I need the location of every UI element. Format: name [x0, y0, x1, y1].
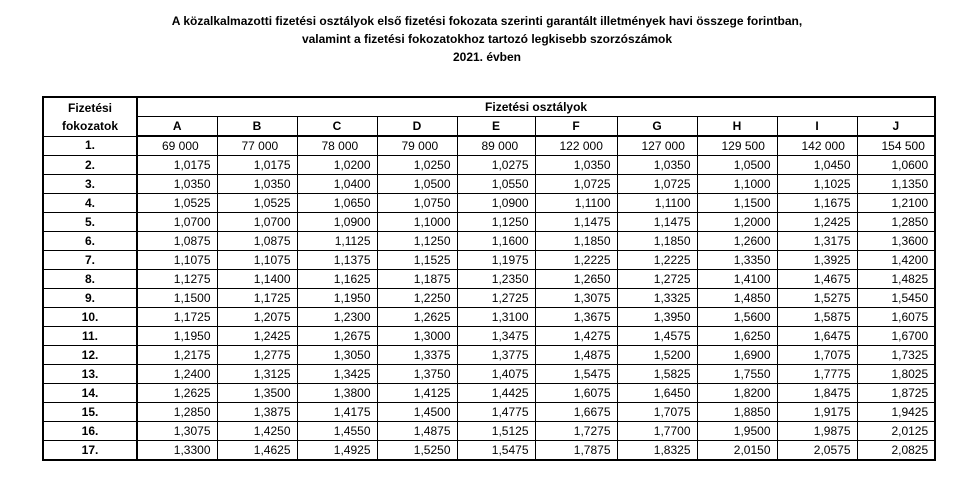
table-row: [43, 346, 935, 365]
value-cell: 1,4125: [377, 384, 457, 403]
value-cell: 1,1600: [457, 232, 535, 251]
value-cell: 1,0350: [617, 156, 697, 175]
value-cell: 2,0575: [777, 441, 857, 461]
table-row: [43, 136, 935, 156]
value-cell: 1,3950: [617, 308, 697, 327]
value-cell: 1,2850: [857, 213, 935, 232]
value-cell: 1,0875: [137, 232, 217, 251]
value-cell: 1,3075: [535, 289, 617, 308]
value-cell: 1,6075: [535, 384, 617, 403]
grade-header-line-2: fokozatok: [61, 118, 118, 133]
value-cell: 1,3675: [535, 308, 617, 327]
value-cell: 1,1000: [697, 175, 777, 194]
value-cell: 1,4850: [697, 289, 777, 308]
value-cell: 154 500: [857, 136, 935, 156]
value-cell: 1,1100: [535, 194, 617, 213]
value-cell: 1,6475: [777, 327, 857, 346]
value-cell: 1,3350: [697, 251, 777, 270]
value-cell: 1,1475: [535, 213, 617, 232]
grade-header-line-1: Fizetési: [67, 100, 112, 115]
grade-cell: 1.: [43, 136, 137, 156]
value-cell: 1,3600: [857, 232, 935, 251]
value-cell: 1,5600: [697, 308, 777, 327]
value-cell: 1,5125: [457, 422, 535, 441]
title-year: 2021. évben: [452, 50, 522, 64]
classes-header: Fizetési osztályok: [137, 97, 935, 117]
value-cell: 1,4175: [297, 403, 377, 422]
value-cell: 1,4075: [457, 365, 535, 384]
value-cell: 1,1675: [777, 194, 857, 213]
value-cell: 1,1850: [535, 232, 617, 251]
value-cell: 1,1850: [617, 232, 697, 251]
column-header-i: I: [777, 117, 857, 137]
value-cell: 1,2775: [217, 346, 297, 365]
value-cell: 1,2400: [137, 365, 217, 384]
value-cell: 1,0350: [137, 175, 217, 194]
value-cell: 1,2850: [137, 403, 217, 422]
column-header-e: E: [457, 117, 535, 137]
value-cell: 1,0500: [377, 175, 457, 194]
value-cell: 1,0700: [137, 213, 217, 232]
salary-table: [42, 96, 936, 461]
value-cell: 1,2425: [777, 213, 857, 232]
value-cell: 1,1100: [617, 194, 697, 213]
value-cell: 1,1075: [217, 251, 297, 270]
value-cell: 1,4250: [217, 422, 297, 441]
value-cell: 1,8475: [777, 384, 857, 403]
value-cell: 127 000: [617, 136, 697, 156]
value-cell: 1,8725: [857, 384, 935, 403]
value-cell: 1,7550: [697, 365, 777, 384]
value-cell: 1,3875: [217, 403, 297, 422]
value-cell: 1,0875: [217, 232, 297, 251]
value-cell: 1,5250: [377, 441, 457, 461]
value-cell: 1,2350: [457, 270, 535, 289]
value-cell: 78 000: [297, 136, 377, 156]
value-cell: 1,4875: [535, 346, 617, 365]
value-cell: 1,1500: [697, 194, 777, 213]
value-cell: 79 000: [377, 136, 457, 156]
value-cell: 1,1975: [457, 251, 535, 270]
table-row: [43, 422, 935, 441]
table-row: [43, 156, 935, 175]
value-cell: 1,2100: [857, 194, 935, 213]
grade-cell: 11.: [43, 327, 137, 346]
value-cell: 1,6450: [617, 384, 697, 403]
value-cell: 1,1625: [297, 270, 377, 289]
table-row: [43, 403, 935, 422]
value-cell: 1,3750: [377, 365, 457, 384]
value-cell: 122 000: [535, 136, 617, 156]
value-cell: 1,5475: [457, 441, 535, 461]
table-row: [43, 194, 935, 213]
value-cell: 1,3075: [137, 422, 217, 441]
value-cell: 1,0650: [297, 194, 377, 213]
value-cell: 1,4875: [377, 422, 457, 441]
value-cell: 1,0525: [137, 194, 217, 213]
value-cell: 1,3050: [297, 346, 377, 365]
value-cell: 1,2675: [297, 327, 377, 346]
value-cell: 1,0400: [297, 175, 377, 194]
value-cell: 1,2600: [697, 232, 777, 251]
value-cell: 1,1725: [137, 308, 217, 327]
value-cell: 1,8850: [697, 403, 777, 422]
value-cell: 1,7075: [777, 346, 857, 365]
value-cell: 1,6700: [857, 327, 935, 346]
value-cell: 1,0200: [297, 156, 377, 175]
value-cell: 1,7075: [617, 403, 697, 422]
value-cell: 1,1950: [137, 327, 217, 346]
value-cell: 1,7775: [777, 365, 857, 384]
value-cell: 1,3300: [137, 441, 217, 461]
value-cell: 1,6675: [535, 403, 617, 422]
value-cell: 1,0250: [377, 156, 457, 175]
value-cell: 1,5825: [617, 365, 697, 384]
table-body: [43, 136, 935, 460]
value-cell: 1,2225: [617, 251, 697, 270]
grade-cell: 3.: [43, 175, 137, 194]
value-cell: 1,3925: [777, 251, 857, 270]
value-cell: 1,5450: [857, 289, 935, 308]
value-cell: 1,7875: [535, 441, 617, 461]
grade-cell: 6.: [43, 232, 137, 251]
value-cell: 1,4625: [217, 441, 297, 461]
value-cell: 1,0900: [457, 194, 535, 213]
value-cell: 1,3000: [377, 327, 457, 346]
table-row: [43, 251, 935, 270]
column-header-a: A: [137, 117, 217, 137]
value-cell: 1,3425: [297, 365, 377, 384]
value-cell: 1,0525: [217, 194, 297, 213]
value-cell: 1,2175: [137, 346, 217, 365]
value-cell: 1,8200: [697, 384, 777, 403]
table-row: [43, 384, 935, 403]
value-cell: 1,1375: [297, 251, 377, 270]
value-cell: 1,4500: [377, 403, 457, 422]
value-cell: 1,0725: [535, 175, 617, 194]
value-cell: 1,1950: [297, 289, 377, 308]
grade-cell: 16.: [43, 422, 137, 441]
value-cell: 1,3325: [617, 289, 697, 308]
value-cell: 1,9875: [777, 422, 857, 441]
value-cell: 1,8325: [617, 441, 697, 461]
title-line-1: A közalkalmazotti fizetési osztályok első fizetési fokozata szerinti garantált illetmények havi összege forintban,: [171, 14, 803, 28]
value-cell: 1,4200: [857, 251, 935, 270]
grade-cell: 14.: [43, 384, 137, 403]
grade-cell: 2.: [43, 156, 137, 175]
value-cell: 1,1275: [137, 270, 217, 289]
value-cell: 1,7325: [857, 346, 935, 365]
value-cell: 1,5475: [535, 365, 617, 384]
value-cell: 1,3175: [777, 232, 857, 251]
value-cell: 1,2650: [535, 270, 617, 289]
title-line-2: valamint a fizetési fokozatokhoz tartozó legkisebb szorzószámok: [301, 32, 673, 46]
value-cell: 1,9500: [697, 422, 777, 441]
grade-cell: 13.: [43, 365, 137, 384]
value-cell: 1,4100: [697, 270, 777, 289]
value-cell: 1,0350: [217, 175, 297, 194]
value-cell: 1,6900: [697, 346, 777, 365]
value-cell: 1,0725: [617, 175, 697, 194]
table-row: [43, 365, 935, 384]
value-cell: 1,2625: [377, 308, 457, 327]
value-cell: 1,5275: [777, 289, 857, 308]
value-cell: 1,5200: [617, 346, 697, 365]
grade-cell: 15.: [43, 403, 137, 422]
value-cell: 1,4575: [617, 327, 697, 346]
table-row: [43, 441, 935, 461]
value-cell: 1,0550: [457, 175, 535, 194]
table-row: [43, 327, 935, 346]
table-row: [43, 213, 935, 232]
value-cell: 1,0750: [377, 194, 457, 213]
value-cell: 1,3100: [457, 308, 535, 327]
value-cell: 1,2625: [137, 384, 217, 403]
value-cell: 1,2725: [617, 270, 697, 289]
grade-cell: 4.: [43, 194, 137, 213]
column-header-h: H: [697, 117, 777, 137]
value-cell: 1,6075: [857, 308, 935, 327]
column-header-j: J: [857, 117, 935, 137]
value-cell: 1,0600: [857, 156, 935, 175]
value-cell: 129 500: [697, 136, 777, 156]
value-cell: 1,0175: [137, 156, 217, 175]
grade-cell: 17.: [43, 441, 137, 461]
value-cell: 1,1350: [857, 175, 935, 194]
value-cell: 1,2075: [217, 308, 297, 327]
value-cell: 1,8025: [857, 365, 935, 384]
value-cell: 1,1250: [457, 213, 535, 232]
value-cell: 2,0825: [857, 441, 935, 461]
value-cell: 1,4425: [457, 384, 535, 403]
class-letter-row: [43, 117, 935, 137]
value-cell: 1,1525: [377, 251, 457, 270]
table-row: [43, 308, 935, 327]
column-header-c: C: [297, 117, 377, 137]
value-cell: 1,5875: [777, 308, 857, 327]
value-cell: 89 000: [457, 136, 535, 156]
value-cell: 1,3125: [217, 365, 297, 384]
value-cell: 2,0150: [697, 441, 777, 461]
value-cell: 1,4675: [777, 270, 857, 289]
value-cell: 1,1125: [297, 232, 377, 251]
value-cell: 1,4925: [297, 441, 377, 461]
value-cell: 1,1025: [777, 175, 857, 194]
value-cell: 1,0275: [457, 156, 535, 175]
table-header: [43, 97, 935, 136]
value-cell: 1,1400: [217, 270, 297, 289]
grade-cell: 12.: [43, 346, 137, 365]
value-cell: 1,6250: [697, 327, 777, 346]
value-cell: 1,1000: [377, 213, 457, 232]
value-cell: 1,7700: [617, 422, 697, 441]
page-title: [0, 12, 974, 66]
value-cell: 1,1725: [217, 289, 297, 308]
value-cell: 1,4775: [457, 403, 535, 422]
value-cell: 1,0500: [697, 156, 777, 175]
value-cell: 1,3375: [377, 346, 457, 365]
value-cell: 1,9175: [777, 403, 857, 422]
grade-cell: 5.: [43, 213, 137, 232]
value-cell: 1,3500: [217, 384, 297, 403]
value-cell: 1,1250: [377, 232, 457, 251]
column-header-f: F: [535, 117, 617, 137]
value-cell: 69 000: [137, 136, 217, 156]
value-cell: 1,2250: [377, 289, 457, 308]
table-row: [43, 232, 935, 251]
grade-cell: 7.: [43, 251, 137, 270]
column-header-b: B: [217, 117, 297, 137]
value-cell: 1,3800: [297, 384, 377, 403]
column-header-g: G: [617, 117, 697, 137]
grade-column-header: [43, 97, 137, 136]
value-cell: 142 000: [777, 136, 857, 156]
value-cell: 1,9425: [857, 403, 935, 422]
value-cell: 1,1475: [617, 213, 697, 232]
value-cell: 1,0900: [297, 213, 377, 232]
value-cell: 1,4825: [857, 270, 935, 289]
grade-cell: 8.: [43, 270, 137, 289]
value-cell: 1,1500: [137, 289, 217, 308]
value-cell: 77 000: [217, 136, 297, 156]
value-cell: 1,3475: [457, 327, 535, 346]
table-row: [43, 175, 935, 194]
grade-cell: 10.: [43, 308, 137, 327]
value-cell: 1,1075: [137, 251, 217, 270]
table-row: [43, 270, 935, 289]
value-cell: 1,2425: [217, 327, 297, 346]
value-cell: 1,2225: [535, 251, 617, 270]
value-cell: 1,1875: [377, 270, 457, 289]
value-cell: 1,3775: [457, 346, 535, 365]
value-cell: 1,7275: [535, 422, 617, 441]
value-cell: 1,4550: [297, 422, 377, 441]
value-cell: 1,2725: [457, 289, 535, 308]
column-header-d: D: [377, 117, 457, 137]
value-cell: 1,2000: [697, 213, 777, 232]
grade-cell: 9.: [43, 289, 137, 308]
value-cell: 1,0175: [217, 156, 297, 175]
value-cell: 1,0450: [777, 156, 857, 175]
table-row: [43, 289, 935, 308]
value-cell: 1,2300: [297, 308, 377, 327]
value-cell: 1,4275: [535, 327, 617, 346]
value-cell: 1,0350: [535, 156, 617, 175]
value-cell: 1,0700: [217, 213, 297, 232]
value-cell: 2,0125: [857, 422, 935, 441]
